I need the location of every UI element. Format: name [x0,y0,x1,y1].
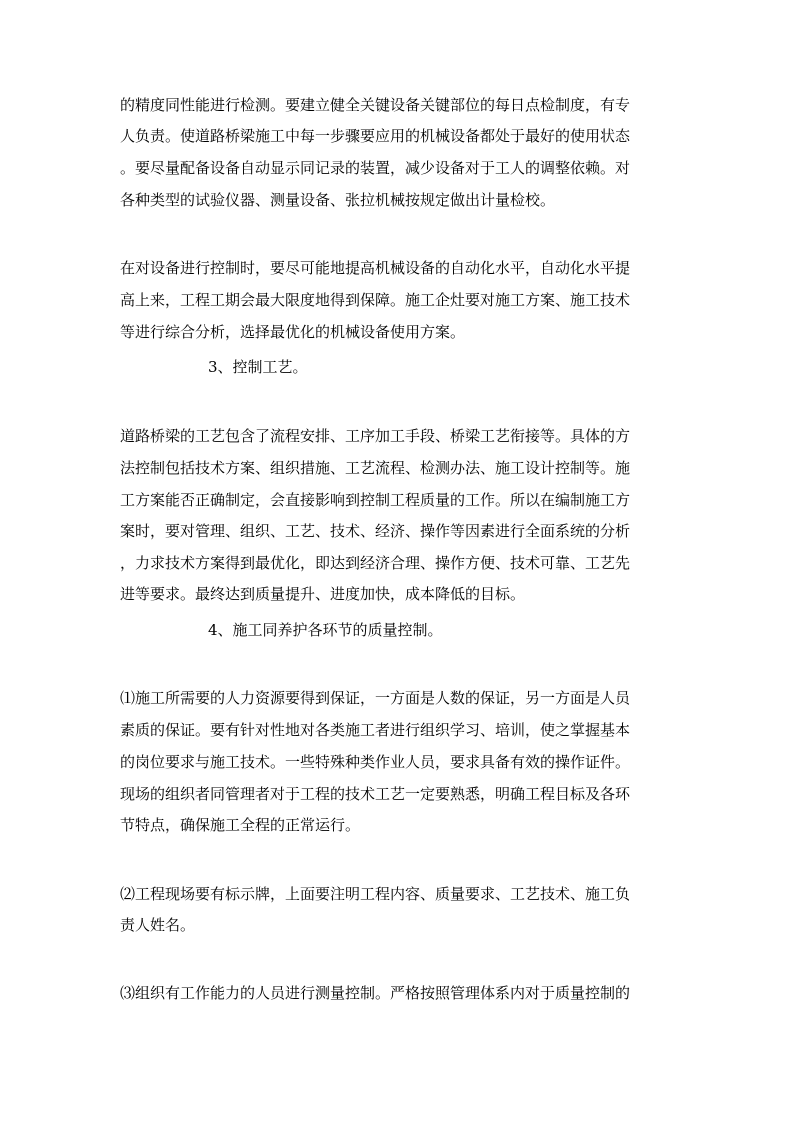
paragraph-2-line-3: 等进行综合分析，选择最优化的机械设备使用方案。 [120,323,466,341]
paragraph-4-line-4: 现场的组织者同管理者对于工程的技术工艺一定要熟悉，明确工程目标及各环 [120,785,631,803]
paragraph-1-line-1: 的精度同性能进行检测。要建立健全关键设备关键部位的每日点检制度，有专 [120,96,631,114]
paragraph-4-line-5: 节特点，确保施工全程的正常运行。 [120,816,361,834]
paragraph-6-line-1: ⑶组织有工作能力的人员进行测量控制。严格按照管理体系内对于质量控制的 [120,984,631,1002]
paragraph-4-line-3: 的岗位要求与施工技术。一些特殊种类作业人员，要求具备有效的操作证件。 [120,753,631,771]
paragraph-2-line-2: 高上来，工程工期会最大限度地得到保障。施工企灶要对施工方案、施工技术 [120,291,631,309]
paragraph-4-line-1: ⑴施工所需要的人力资源要得到保证，一方面是人数的保证，另一方面是人员 [120,689,631,707]
paragraph-3-line-5: ，力求技术方案得到最优化，即达到经济合理、操作方便、技术可靠、工艺先 [120,554,631,572]
paragraph-1-line-2: 人负责。使道路桥梁施工中每一步骤要应用的机械设备都处于最好的使用状态 [120,127,631,145]
paragraph-5-line-1: ⑵工程现场要有标示牌，上面要注明工程内容、质量要求、工艺技术、施工负 [120,885,631,903]
paragraph-3-line-4: 案时，要对管理、组织、工艺、技术、经济、操作等因素进行全面系统的分析 [120,522,631,540]
paragraph-5-line-2: 责人姓名。 [120,916,196,934]
paragraph-2-line-1: 在对设备进行控制时，要尽可能地提高机械设备的自动化水平，自动化水平提 [120,259,631,277]
paragraph-3-line-2: 法控制包括技术方案、组织措施、工艺流程、检测办法、施工设计控制等。施 [120,459,631,477]
section-heading-3: 3、控制工艺。 [208,358,308,376]
paragraph-3-line-3: 工方案能否正确制定，会直接影响到控制工程质量的工作。所以在编制施工方 [120,491,631,509]
paragraph-3-line-6: 进等要求。最终达到质量提升、进度加快，成本降低的目标。 [120,585,526,603]
paragraph-4-line-2: 素质的保证。要有针对性地对各类施工者进行组织学习、培训，使之掌握基本 [120,721,631,739]
paragraph-1-line-3: 。要尽量配备设备自动显示同记录的装置，减少设备对于工人的调整依赖。对 [120,159,631,177]
section-heading-4: 4、施工同养护各环节的质量控制。 [208,621,443,639]
paragraph-3-line-1: 道路桥梁的工艺包含了流程安排、工序加工手段、桥梁工艺衔接等。具体的方 [120,427,631,445]
paragraph-1-line-4: 各种类型的试验仪器、测量设备、张拉机械按规定做出计量检校。 [120,191,556,209]
